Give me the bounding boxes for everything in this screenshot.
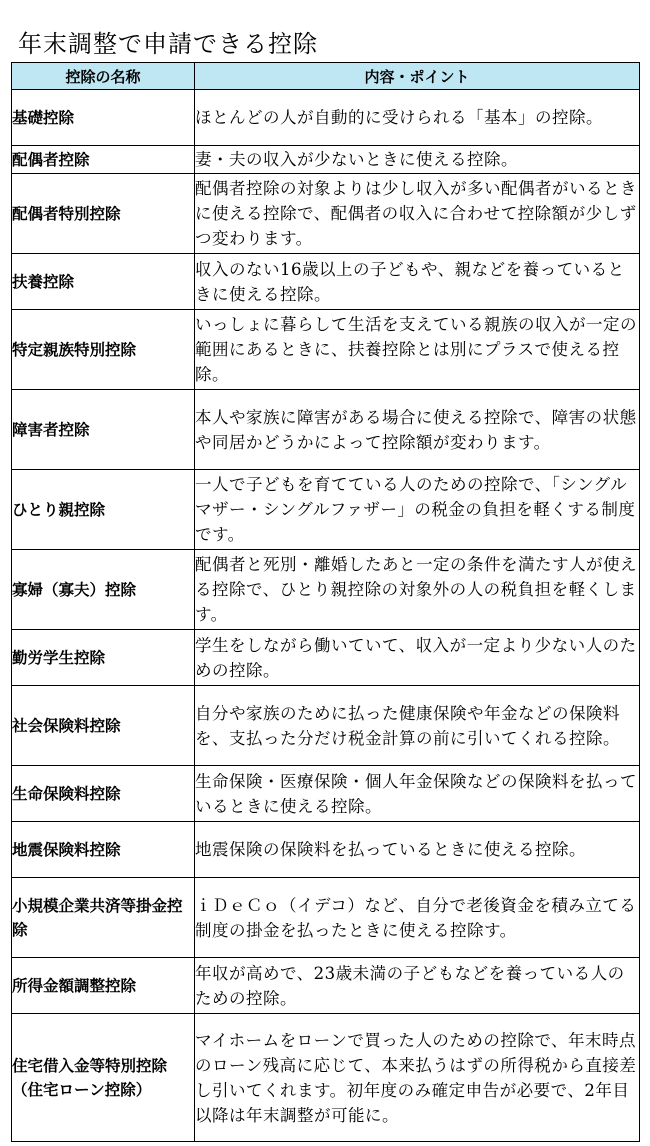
deduction-name: 特定親族特別控除 — [12, 310, 195, 390]
deduction-name: 配偶者特別控除 — [12, 174, 195, 254]
deduction-content: いっしょに暮らして生活を支えている親族の収入が一定の範囲にあるときに、扶養控除とは別にプラスで使える控除。 — [195, 310, 640, 390]
table-row — [12, 878, 640, 958]
table-row — [12, 686, 640, 766]
table-header-row — [12, 63, 640, 90]
deduction-content: 地震保険の保険料を払っているときに使える控除。 — [195, 822, 640, 878]
table-row — [12, 90, 640, 146]
deduction-content: ほとんどの人が自動的に受けられる「基本」の控除。 — [195, 90, 640, 146]
deduction-name: ひとり親控除 — [12, 470, 195, 550]
table-row — [12, 390, 640, 470]
header-content-point: 内容・ポイント — [195, 63, 640, 90]
table-row — [12, 766, 640, 822]
table-row — [12, 1014, 640, 1142]
deduction-content: ｉＤｅＣｏ（イデコ）など、自分で老後資金を積み立てる制度の掛金を払ったときに使える控除す。 — [195, 878, 640, 958]
deduction-name: 社会保険料控除 — [12, 686, 195, 766]
table-row — [12, 630, 640, 686]
deduction-name: 配偶者控除 — [12, 146, 195, 174]
deductions-table — [11, 62, 640, 1142]
deduction-content: 生命保険・医療保険・個人年金保険などの保険料を払っているときに使える控除。 — [195, 766, 640, 822]
page-title: 年末調整で申請できる控除 — [18, 30, 318, 59]
deduction-content: 配偶者と死別・離婚したあと一定の条件を満たす人が使える控除で、ひとり親控除の対象外の人の税負担を軽くします。 — [195, 550, 640, 630]
deduction-content: 本人や家族に障害がある場合に使える控除で、障害の状態や同居かどうかによって控除額が変わります。 — [195, 390, 640, 470]
deduction-name: 小規模企業共済等掛金控除 — [12, 878, 195, 958]
deduction-name: 寡婦（寡夫）控除 — [12, 550, 195, 630]
deduction-content: 一人で子どもを育てている人のための控除で、「シングルマザー・シングルファザー」の税金の負担を軽くする制度です。 — [195, 470, 640, 550]
deduction-content: 学生をしながら働いていて、収入が一定より少ない人のための控除。 — [195, 630, 640, 686]
deduction-content: 自分や家族のために払った健康保険や年金などの保険料を、支払った分だけ税金計算の前に引いてくれる控除。 — [195, 686, 640, 766]
deduction-name: 勤労学生控除 — [12, 630, 195, 686]
deduction-content: 配偶者控除の対象よりは少し収入が多い配偶者がいるときに使える控除で、配偶者の収入に合わせて控除額が少しずつ変わります。 — [195, 174, 640, 254]
deduction-name: 障害者控除 — [12, 390, 195, 470]
table-row — [12, 310, 640, 390]
table-row — [12, 470, 640, 550]
deduction-name: 基礎控除 — [12, 90, 195, 146]
table-row — [12, 550, 640, 630]
deduction-name: 住宅借入金等特別控除（住宅ローン控除） — [12, 1014, 195, 1142]
table-row — [12, 146, 640, 174]
table-row — [12, 822, 640, 878]
table-row — [12, 254, 640, 310]
table-row — [12, 174, 640, 254]
deduction-name: 扶養控除 — [12, 254, 195, 310]
deduction-content: 年収が高めで、23歳未満の子どもなどを養っている人のための控除。 — [195, 958, 640, 1014]
deduction-name: 所得金額調整控除 — [12, 958, 195, 1014]
deduction-name: 生命保険料控除 — [12, 766, 195, 822]
table-row — [12, 958, 640, 1014]
deduction-content: マイホームをローンで買った人のための控除で、年末時点のローン残高に応じて、本来払うはずの所得税から直接差し引いてくれます。初年度のみ確定申告が必要で、2年目以降は年末調整が可能に。 — [195, 1014, 640, 1142]
deduction-content: 収入のない16歳以上の子どもや、親などを養っているときに使える控除。 — [195, 254, 640, 310]
deduction-name: 地震保険料控除 — [12, 822, 195, 878]
deduction-content: 妻・夫の収入が少ないときに使える控除。 — [195, 146, 640, 174]
header-deduction-name: 控除の名称 — [12, 63, 195, 90]
